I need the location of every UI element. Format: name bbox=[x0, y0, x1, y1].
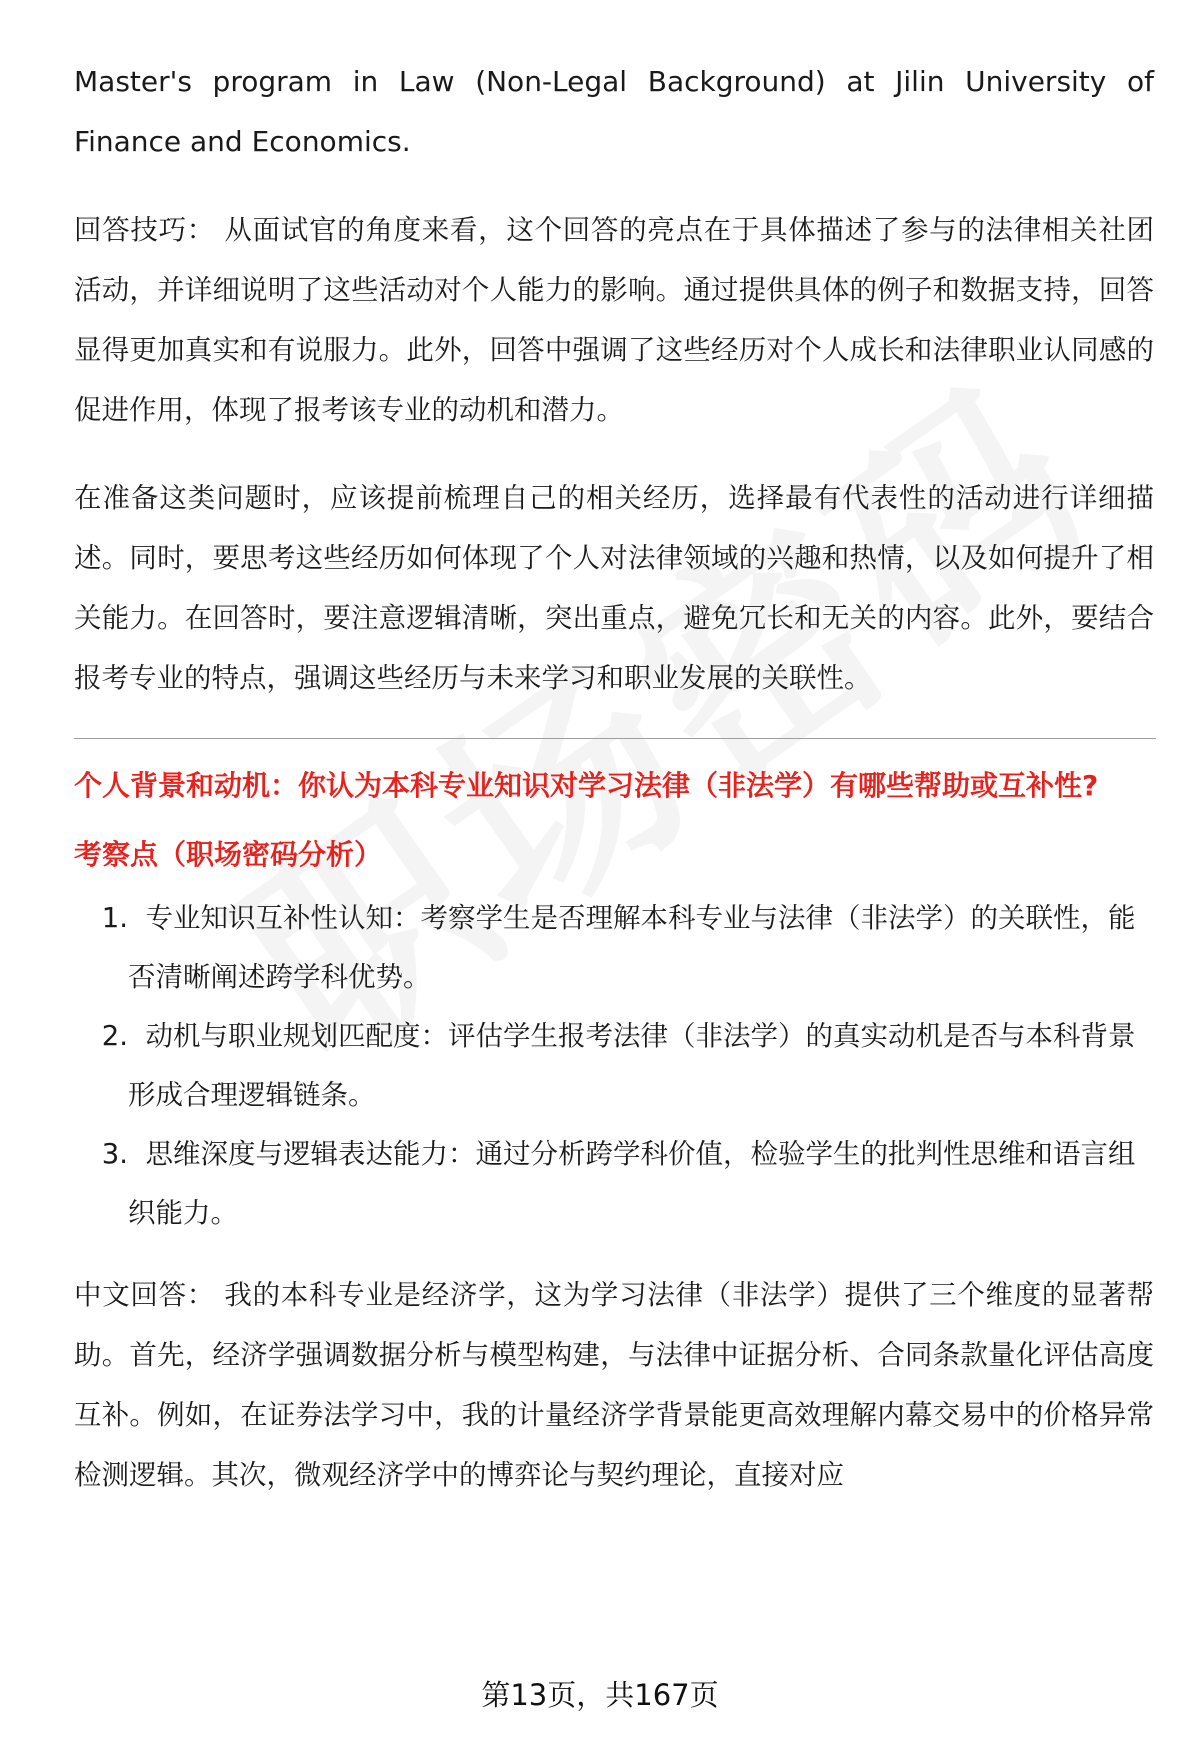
list-item-number: 3. bbox=[101, 1138, 128, 1170]
document-page bbox=[74, 52, 1154, 1533]
list-item-number: 2. bbox=[101, 1020, 128, 1052]
question-title: 个人背景和动机：你认为本科专业知识对学习法律（非法学）有哪些帮助或互补性? bbox=[74, 769, 1099, 802]
intro-paragraph: Master's program in Law (Non-Legal Background) at Jilin University of Finance and Economics. bbox=[74, 65, 1154, 158]
list-item-number: 1. bbox=[101, 902, 128, 934]
page-number-footer: 第13页，共167页 bbox=[481, 1678, 719, 1712]
list-item-text: 思维深度与逻辑表达能力：通过分析跨学科价值，检验学生的批判性思维和语言组织能力。 bbox=[128, 1138, 1136, 1229]
list-item-text: 专业知识互补性认知：考察学生是否理解本科专业与法律（非法学）的关联性，能否清晰阐述跨学科优势。 bbox=[128, 902, 1136, 993]
tips-text: 从面试官的角度来看，这个回答的亮点在于具体描述了参与的法律相关社团活动，并详细说明了这些活动对个人能力的影响。通过提供具体的例子和数据支持，回答显得更加真实和有说服力。此外，回答中强调了这些经历对个人成长和法律职业认同感的促进作用，体现了报考该专业的动机和潜力。 bbox=[74, 214, 1155, 426]
focus-label: 考察点（职场密码分析） bbox=[74, 838, 383, 871]
list-item bbox=[74, 1007, 1154, 1125]
answer-text: 我的本科专业是经济学，这为学习法律（非法学）提供了三个维度的显著帮助。首先，经济学强调数据分析与模型构建，与法律中证据分析、合同条款量化评估高度互补。例如，在证券法学习中，我的计量经济学背景能更高效理解内幕交易中的价格异常检测逻辑。其次，微观经济学中的博弈论与契约理论，直接对应 bbox=[74, 1279, 1155, 1491]
answer-paragraph bbox=[74, 1265, 1154, 1505]
tips-label: 回答技巧： bbox=[74, 214, 215, 246]
focus-points-list bbox=[74, 889, 1154, 1243]
section-divider bbox=[74, 738, 1156, 739]
list-item bbox=[74, 889, 1154, 1007]
answer-label: 中文回答： bbox=[74, 1279, 215, 1311]
list-item-text: 动机与职业规划匹配度：评估学生报考法律（非法学）的真实动机是否与本科背景形成合理逻辑链条。 bbox=[128, 1020, 1136, 1111]
prep-advice-paragraph: 在准备这类问题时，应该提前梳理自己的相关经历，选择最有代表性的活动进行详细描述。同时，要思考这些经历如何体现了个人对法律领域的兴趣和热情，以及如何提升了相关能力。在回答时，要注意逻辑清晰，突出重点，避免冗长和无关的内容。此外，要结合报考专业的特点，强调这些经历与未来学习和职业发展的关联性。 bbox=[74, 482, 1154, 694]
tips-paragraph bbox=[74, 200, 1154, 440]
list-item bbox=[74, 1125, 1154, 1243]
